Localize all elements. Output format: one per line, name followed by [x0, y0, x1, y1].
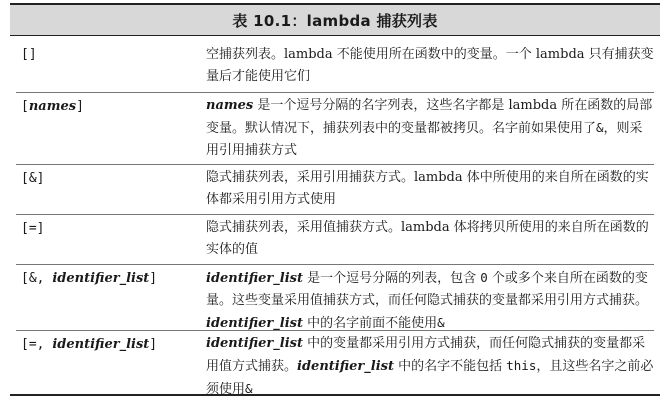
row-divider [16, 264, 654, 265]
row-description: 隐式捕获列表，采用值捕获方式。lambda 体将拷贝所使用的来自所在函数的实体的值 [206, 220, 649, 257]
row-description: identifier_list 是一个逗号分隔的列表，包含 0 个或多个来自所在函数的变量。这些变量采用值捕获方式，而任何隐式捕获的变量都采用引用方式捕获。identifier_list 中的名字前面不能使用& [206, 270, 649, 331]
row-code: [] [21, 47, 37, 62]
row-description: 隐式捕获列表，采用引用捕获方式。lambda 体中所使用的来自所在函数的实体都采用引用方式使用 [206, 170, 649, 207]
row-description: 空捕获列表。lambda 不能使用所在函数中的变量。一个 lambda 只有捕获变量后才能使用它们 [206, 47, 654, 84]
row-code: [&, identifier_list] [21, 271, 158, 286]
row-code: [=, identifier_list] [21, 337, 158, 352]
row-divider [16, 92, 654, 93]
row-divider [16, 330, 654, 331]
row-description: identifier_list 中的变量都采用引用方式捕获，而任何隐式捕获的变量都采用值方式捕获。identifier_list 中的名字不能包括 this，且这些名字之前必须使用& [206, 336, 654, 397]
row-code: [&] [21, 171, 45, 186]
row-divider [16, 214, 654, 215]
table-caption: 表 10.1：lambda 捕获列表 [10, 5, 660, 36]
row-description: names 是一个逗号分隔的名字列表，这些名字都是 lambda 所在函数的局部变量。默认情况下，捕获列表中的变量都被拷贝。名字前如果使用了&，则采用引用捕获方式 [206, 98, 653, 158]
capture-list-table [10, 3, 660, 396]
row-divider [16, 164, 654, 165]
row-code: [=] [21, 221, 45, 236]
row-code: [names] [21, 99, 84, 114]
